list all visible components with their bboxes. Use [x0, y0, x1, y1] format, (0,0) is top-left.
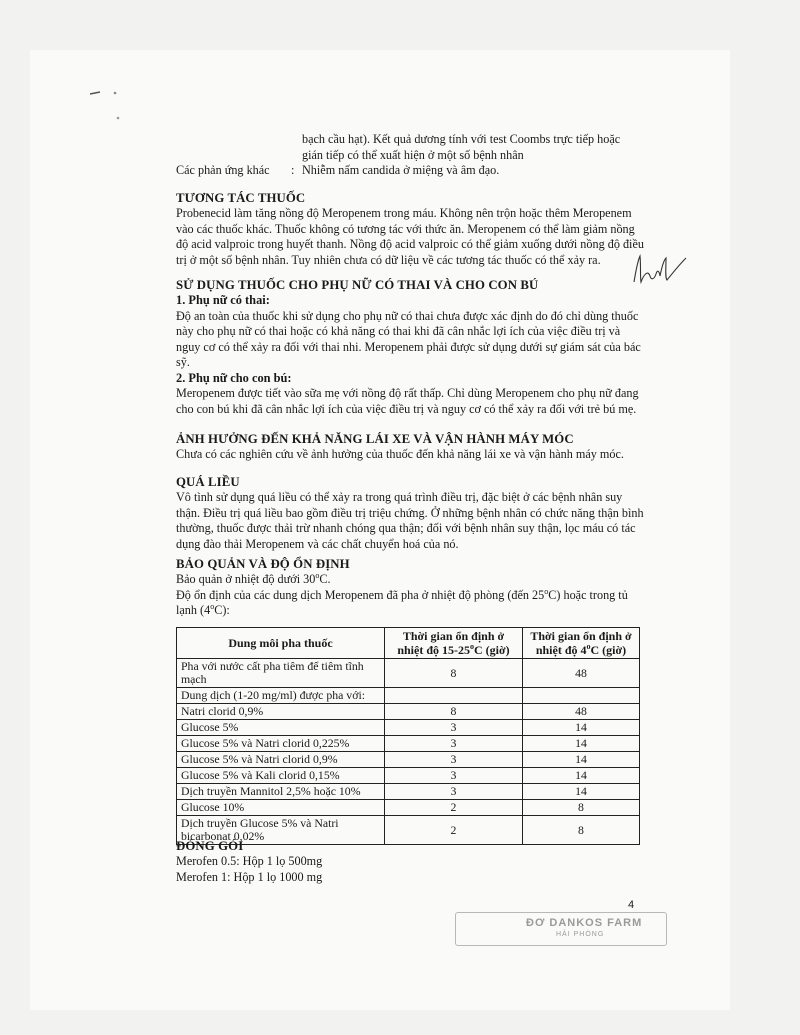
header-fridge-temp-text: Thời gian ổn định ở nhiệt độ 4 [530, 629, 632, 657]
table-row [177, 736, 640, 752]
degree-sup: o [210, 601, 215, 611]
storage-line-2 [176, 588, 646, 619]
storage-line-1-unit: C. [319, 572, 331, 586]
other-reactions-label: Các phản ứng khác [176, 163, 270, 177]
packaging-line-2: Merofen 1: Hộp 1 lọ 1000 mg [176, 869, 323, 884]
fridge-temp-cell [523, 688, 640, 704]
packaging-section [176, 838, 646, 885]
solvent-cell: Glucose 5% và Kali clorid 0,15% [177, 768, 385, 784]
solvent-cell: Glucose 5% và Natri clorid 0,9% [177, 752, 385, 768]
stamp-text: ĐƠ DANKOS FARM [526, 917, 643, 929]
other-reactions-value: Nhiễm nấm candida ở miệng và âm đạo. [302, 163, 500, 177]
table-row [177, 784, 640, 800]
storage-heading: BẢO QUẢN VÀ ĐỘ ỔN ĐỊNH [176, 557, 350, 571]
fridge-temp-cell: 8 [523, 800, 640, 816]
room-temp-cell: 2 [385, 800, 523, 816]
fridge-temp-cell: 8 [523, 816, 640, 845]
side-effects-continued [302, 132, 642, 163]
storage-line-1-text: Bảo quản ở nhiệt độ dưới 30 [176, 572, 316, 586]
storage-line-2-end: C): [214, 603, 230, 617]
room-temp-cell: 3 [385, 768, 523, 784]
degree-sup: o [544, 586, 549, 596]
interactions-heading: TƯƠNG TÁC THUỐC [176, 191, 306, 205]
overdose-section [176, 474, 646, 552]
storage-line-1 [176, 572, 646, 588]
room-temp-cell: 3 [385, 720, 523, 736]
scan-mark-icon [88, 86, 128, 126]
header-fridge-temp [523, 628, 640, 659]
storage-line-2-mid: C) hoặc trong tủ lạnh (4 [176, 587, 628, 617]
room-temp-cell: 8 [385, 659, 523, 688]
company-stamp [455, 912, 667, 946]
solvent-cell: Dung dịch (1-20 mg/ml) được pha với: [177, 688, 385, 704]
fridge-temp-cell: 14 [523, 736, 640, 752]
side-effect-line-2: gián tiếp có thể xuất hiện ở một số bệnh nhân [302, 147, 524, 162]
breastfeeding-subheading: 2. Phụ nữ cho con bú: [176, 370, 292, 385]
pregnancy-body: Độ an toàn của thuốc khi sử dụng cho phụ nữ có thai chưa được xác định do đó chỉ dùng thuốc này cho phụ nữ có thai hoặc có khả năng có thai khi đã cân nhắc lợi ích của việc điều trị và nguy cơ có thể xảy ra đối với thai nhi. Meropenem phải được sử dụng dưới sự giám sát của bác sỹ. [176, 308, 641, 369]
room-temp-cell: 3 [385, 736, 523, 752]
stability-table [176, 627, 640, 845]
interactions-section [176, 190, 646, 268]
table-row [177, 800, 640, 816]
solvent-cell: Glucose 5% [177, 720, 385, 736]
overdose-heading: QUÁ LIỀU [176, 475, 240, 489]
solvent-cell: Glucose 10% [177, 800, 385, 816]
packaging-line-1: Merofen 0.5: Hộp 1 lọ 500mg [176, 854, 323, 868]
room-temp-cell [385, 688, 523, 704]
table-row [177, 768, 640, 784]
header-room-temp-text: Thời gian ổn định ở nhiệt độ 15-25 [397, 629, 505, 657]
degree-sup: o [315, 570, 320, 580]
driving-heading: ẢNH HƯỞNG ĐẾN KHẢ NĂNG LÁI XE VÀ VẬN HÀNH MÁY MÓC [176, 432, 574, 446]
storage-line-2-text: Độ ổn định của các dung dịch Meropenem đã pha ở nhiệt độ phòng (đến 25 [176, 587, 545, 602]
storage-section [176, 556, 646, 619]
driving-body: Chưa có các nghiên cứu về ảnh hưởng của thuốc đến khả năng lái xe và vận hành máy móc. [176, 447, 624, 461]
fridge-temp-cell: 48 [523, 704, 640, 720]
page-number: 4 [628, 899, 635, 911]
solvent-cell: Dịch truyền Glucose 5% và Natri bicarbonat 0,02% [177, 816, 385, 845]
solvent-cell: Dịch truyền Mannitol 2,5% hoặc 10% [177, 784, 385, 800]
header-solvent: Dung môi pha thuốc [177, 628, 385, 659]
table-row [177, 688, 640, 704]
header-fridge-temp-unit: C (giờ) [590, 643, 627, 657]
fridge-temp-cell: 14 [523, 752, 640, 768]
other-reactions-separator: : [291, 163, 295, 177]
pregnancy-heading: SỬ DỤNG THUỐC CHO PHỤ NỮ CÓ THAI VÀ CHO CON BÚ [176, 278, 539, 292]
room-temp-cell: 8 [385, 704, 523, 720]
breastfeeding-body: Meropenem được tiết vào sữa mẹ với nồng độ rất thấp. Chỉ dùng Meropenem cho phụ nữ đang cho con bú khi đã cân nhắc lợi ích của việc điều trị và nguy cơ có thể xảy ra đối với trẻ bú mẹ. [176, 386, 639, 416]
pregnancy-section [176, 277, 646, 417]
pregnancy-subheading: 1. Phụ nữ có thai: [176, 293, 270, 307]
interactions-body: Probenecid làm tăng nồng độ Meropenem trong máu. Không nên trộn hoặc thêm Meropenem vào các thuốc khác. Thuốc không có tương tác với thức ăn. Meropenem có thể làm giảm nồng độ acid valproic trong huyết thanh. Nồng độ acid valproic có thể giảm xuống dưới nồng độ điều trị ở một số bệnh nhân. Tuy nhiên chưa có dữ liệu về các tương tác thuốc có thể xảy ra. [176, 206, 644, 267]
degree-sup: o [470, 642, 475, 651]
solvent-cell: Glucose 5% và Natri clorid 0,225% [177, 736, 385, 752]
solvent-cell: Pha với nước cất pha tiêm để tiêm tĩnh mạch [177, 659, 385, 688]
header-room-temp [385, 628, 523, 659]
packaging-heading: ĐÓNG GÓI [176, 839, 244, 853]
room-temp-cell: 2 [385, 816, 523, 845]
fridge-temp-cell: 14 [523, 784, 640, 800]
overdose-body: Vô tình sử dụng quá liều có thể xảy ra trong quá trình điều trị, đặc biệt ở các bệnh nhân suy thận. Điều trị quá liều bao gồm điều trị triệu chứng. Ở những bệnh nhân có chức năng thận bình thường, thuốc được thải trừ nhanh chóng qua thận; đối với bệnh nhân suy thận, lọc máu có tác dụng đào thải Meropenem và các chất chuyển hoá của nó. [176, 490, 644, 551]
degree-sup: o [586, 642, 591, 651]
table-header-row [177, 628, 640, 659]
table-row [177, 720, 640, 736]
signature-mark [628, 252, 690, 286]
side-effect-line-1: bạch cầu hạt). Kết quả dương tính với test Coombs trực tiếp hoặc [302, 132, 621, 146]
fridge-temp-cell: 14 [523, 720, 640, 736]
fridge-temp-cell: 48 [523, 659, 640, 688]
driving-section [176, 431, 646, 463]
room-temp-cell: 3 [385, 752, 523, 768]
fridge-temp-cell: 14 [523, 768, 640, 784]
header-room-temp-unit: C (giờ) [474, 643, 510, 657]
room-temp-cell: 3 [385, 784, 523, 800]
table-row [177, 659, 640, 688]
solvent-cell: Natri clorid 0,9% [177, 704, 385, 720]
table-row [177, 704, 640, 720]
stamp-subtext: HẢI PHÒNG [556, 931, 605, 938]
table-row [177, 752, 640, 768]
